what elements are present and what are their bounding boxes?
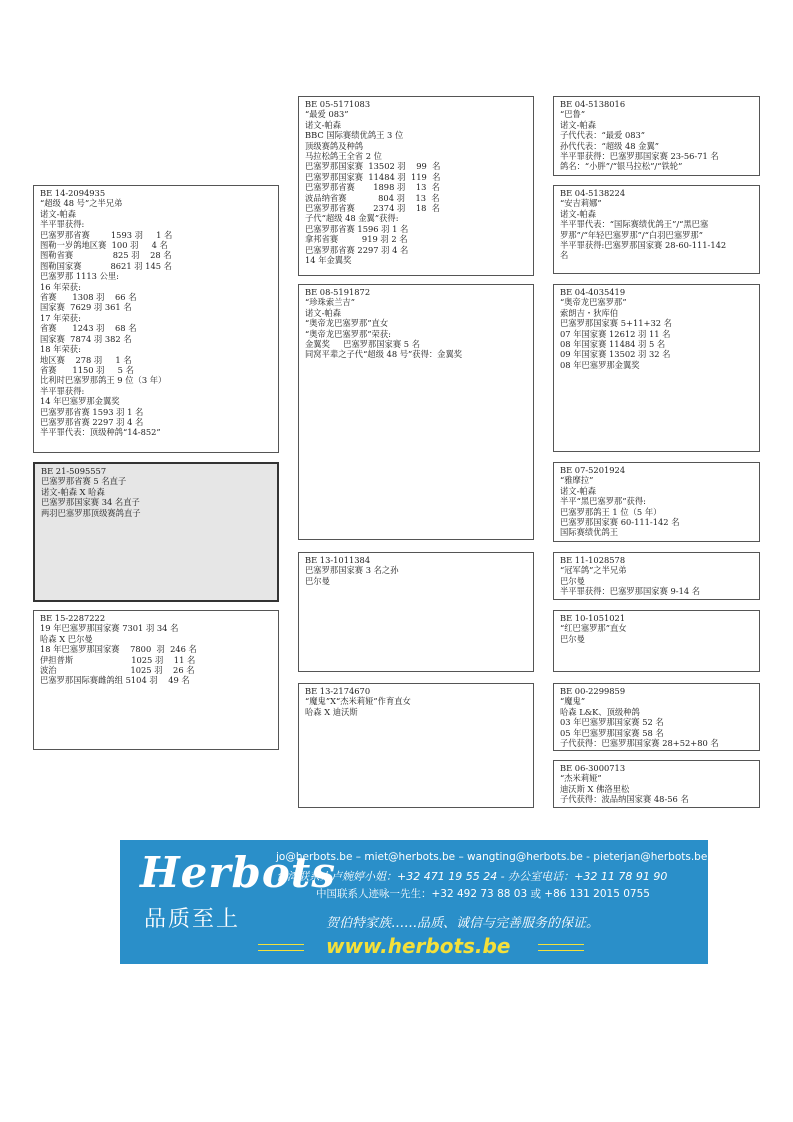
ring-number: BE 11-1028578 (560, 555, 626, 565)
pedigree-box-ds (298, 552, 534, 672)
pedigree-line: 诺文-帕森 (560, 208, 596, 219)
pedigree-line: 哈森 X 迪沃斯 (305, 706, 358, 717)
pedigree-line: 巴塞罗那国家赛 34 名直子 (41, 497, 140, 508)
banner-tagline: 贺伯特家族……品质、诚信与完善服务的保证。 (326, 916, 600, 931)
pedigree-line: 半平罪获得: (40, 385, 85, 396)
pedigree-line: 省赛 1243 羽 68 名 (40, 323, 137, 334)
pedigree-line: 09 年国家赛 13502 羽 32 名 (560, 349, 671, 360)
herbots-logo: Herbots (140, 848, 336, 897)
pedigree-line: 巴塞罗那国家赛 13502 羽 99 名 (305, 161, 441, 172)
ring-number: BE 04-5138224 (560, 188, 626, 198)
pedigree-line: “魔鬼”X“杰米莉娅”作育直女 (305, 696, 411, 707)
pedigree-line: 哈森 L&K、顶级种鸽 (560, 706, 640, 717)
pedigree-line: 16 年荣获: (40, 281, 81, 292)
pedigree-box-dds (553, 683, 760, 751)
pedigree-box-ssd (553, 185, 760, 274)
pedigree-line: 巴尔曼 (560, 633, 585, 644)
pedigree-line: 诺文-帕森 (560, 485, 596, 496)
pedigree-line: 索朗吉・狄库伯 (560, 307, 619, 318)
pedigree-line: 半平罪获得：巴塞罗那国家赛 23-56-71 名 (560, 151, 719, 162)
pedigree-box-ddd (553, 760, 760, 808)
ring-number: BE 06-3000713 (560, 763, 626, 773)
pedigree-line: BBC 国际赛绩优鸽王 3 位 (305, 130, 404, 141)
ring-number: BE 08-5191872 (305, 287, 371, 297)
pedigree-line: 波治 1025 羽 26 名 (40, 665, 195, 676)
pedigree-line: 名 (560, 250, 569, 261)
website-link[interactable]: www.herbots.be (326, 934, 511, 958)
ring-number: BE 04-4035419 (560, 287, 626, 297)
pedigree-line: 子代获得：波品纳国家赛 48-56 名 (560, 794, 689, 805)
pedigree-line: 14 年金翼奖 (305, 255, 352, 266)
pedigree-line: “珍珠索兰吉” (305, 297, 355, 308)
pedigree-box-ss (298, 96, 534, 276)
pedigree-line: 14 年巴塞罗那金翼奖 (40, 396, 120, 407)
banner-contact-taiwan: 台湾联系人卢婉婷小姐：+32 471 19 55 24 - 办公室电话：+32 11 78 91 90 (276, 870, 668, 883)
pedigree-line: “杰米莉娅” (560, 773, 602, 784)
ring-number: BE 04-5138016 (560, 99, 626, 109)
pedigree-box-sire (33, 185, 279, 453)
pedigree-box-dd (298, 683, 534, 808)
ring-number: BE 15-2287222 (40, 613, 106, 623)
herbots-banner (120, 840, 708, 964)
pedigree-line: 17 年荣获: (40, 312, 81, 323)
pedigree-line: 半平罪获得: (40, 219, 85, 230)
pedigree-line: “超级 48 号”之半兄弟 (40, 198, 123, 209)
banner-slogan: 品质至上 (144, 907, 241, 932)
pedigree-line: 子代代表：“最爱 083” (560, 130, 646, 141)
pedigree-line: 金翼奖 巴塞罗那国家赛 5 名 (305, 339, 421, 350)
pedigree-line: 波品纳省赛 804 羽 13 名 (305, 192, 440, 203)
pedigree-line: “巴鲁” (560, 109, 586, 120)
pedigree-line: 巴塞罗那省赛 1898 羽 13 名 (305, 182, 440, 193)
pedigree-line: 巴塞罗那国家赛 60-111-142 名 (560, 517, 680, 528)
pedigree-line: 巴塞罗那省赛 2297 羽 4 名 (40, 416, 144, 427)
pedigree-line: 巴塞罗那省赛 1593 羽 1 名 (40, 229, 173, 240)
pedigree-line: 半平“黑巴塞罗那”获得: (560, 496, 646, 507)
pedigree-line: 18 年荣获: (40, 344, 81, 355)
pedigree-line: 诺文-帕森 (305, 119, 341, 130)
pedigree-line: 伊担普斯 1025 羽 11 名 (40, 654, 196, 665)
banner-emails[interactable]: jo@herbots.be – miet@herbots.be – wangting@herbots.be - pieterjan@herbots.be (276, 851, 708, 863)
pedigree-line: 罗那”/“年轻巴塞罗那”/“白羽巴塞罗那” (560, 229, 703, 240)
pedigree-line: 哈森 X 巴尔曼 (40, 633, 93, 644)
pedigree-line: 诺文-帕森 (40, 208, 76, 219)
pedigree-line: 半平罪代表：顶级种鸽“14-852” (40, 427, 161, 438)
pedigree-line: 半平罪代表：“国际赛绩优鸽王”/“黑巴塞 (560, 219, 709, 230)
pedigree-line: 同窝平辈之子代“超级 48 号”获得：金翼奖 (305, 349, 463, 360)
decorative-line-right (538, 944, 584, 951)
ring-number: BE 13-2174670 (305, 686, 371, 696)
pedigree-line: 巴塞罗那国家赛 3 名之孙 (305, 565, 399, 576)
pedigree-line: 鸽名：“小胖”/“银马拉松”/“铁轮” (560, 161, 683, 172)
pedigree-line: 诺文-帕森 X 哈森 (41, 486, 105, 497)
pedigree-line: 图勒一岁鸽地区赛 100 羽 4 名 (40, 240, 168, 251)
pedigree-line: “奥帝龙巴塞罗那”荣获: (305, 328, 391, 339)
pedigree-line: 国际赛绩优鸽王 (560, 527, 619, 538)
pedigree-line: 地区赛 278 羽 1 名 (40, 354, 132, 365)
pedigree-line: 05 年巴塞罗那国家赛 58 名 (560, 727, 664, 738)
ring-number: BE 10-1051021 (560, 613, 626, 623)
pedigree-line: 03 年巴塞罗那国家赛 52 名 (560, 717, 664, 728)
pedigree-line: 诺文-帕森 (560, 119, 596, 130)
pedigree-line: 孙代代表：“超级 48 金翼” (560, 140, 659, 151)
ring-number: BE 05-5171083 (305, 99, 371, 109)
pedigree-line: 08 年国家赛 11484 羽 5 名 (560, 339, 666, 350)
pedigree-box-sss (553, 96, 760, 176)
pedigree-line: “冠军鸽”之半兄弟 (560, 565, 627, 576)
pedigree-line: 巴塞罗那省赛 1596 羽 1 名 (305, 223, 409, 234)
pedigree-line: “奥帝龙巴塞罗那”直女 (305, 318, 389, 329)
pedigree-line: 巴尔曼 (560, 575, 585, 586)
ring-number: BE 13-1011384 (305, 555, 371, 565)
pedigree-line: 08 年巴塞罗那金翼奖 (560, 359, 640, 370)
pedigree-line: 省赛 1308 羽 66 名 (40, 292, 137, 303)
pedigree-line: 19 年巴塞罗那国家赛 7301 羽 34 名 (40, 623, 179, 634)
pedigree-line: 巴尔曼 (305, 575, 330, 586)
pedigree-box-dam (33, 610, 279, 750)
pedigree-line: 巴塞罗那国家赛 5+11+32 名 (560, 318, 672, 329)
ring-number: BE 07-5201924 (560, 465, 626, 475)
pedigree-line: 巴塞罗那 1113 公里: (40, 271, 119, 282)
pedigree-line: 比利时巴塞罗那鸽王 9 位（3 年） (40, 375, 167, 386)
pedigree-line: 巴塞罗那省赛 2374 羽 18 名 (305, 203, 440, 214)
ring-number: BE 00-2299859 (560, 686, 626, 696)
pedigree-line: 国家赛 7629 羽 361 名 (40, 302, 132, 313)
pedigree-line: 半平罪获得:巴塞罗那国家赛 28-60-111-142 (560, 240, 727, 251)
pedigree-line: 巴塞罗那国际赛雌鸽组 5104 羽 49 名 (40, 675, 190, 686)
pedigree-box-dsd (553, 610, 760, 672)
pedigree-line: “安吉莉娜” (560, 198, 602, 209)
pedigree-box-dss (553, 552, 760, 600)
pedigree-line: 诺文-帕森 (305, 307, 341, 318)
pedigree-box-sds (553, 284, 760, 452)
pedigree-line: 07 年国家赛 12612 羽 11 名 (560, 328, 671, 339)
ring-number: BE 21-5095557 (41, 466, 107, 476)
pedigree-box-sd (298, 284, 534, 540)
pedigree-line: “红巴塞罗那”直女 (560, 623, 627, 634)
pedigree-line: 巴塞罗那国家赛 11484 羽 119 名 (305, 171, 441, 182)
pedigree-line: 子代获得：巴塞罗那国家赛 28+52+80 名 (560, 738, 719, 749)
pedigree-line: 拿邦省赛 919 羽 2 名 (305, 234, 408, 245)
pedigree-line: 18 年巴塞罗那国家赛 7800 羽 246 名 (40, 644, 197, 655)
ring-number: BE 14-2094935 (40, 188, 106, 198)
pedigree-line: “奥帝龙巴塞罗那” (560, 297, 627, 308)
pedigree-line: 半平罪获得：巴塞罗那国家赛 9-14 名 (560, 586, 701, 597)
pedigree-box-subject (33, 462, 279, 602)
pedigree-line: “雅摩拉” (560, 475, 594, 486)
pedigree-line: 子代“超级 48 金翼”获得: (305, 213, 399, 224)
pedigree-line: 马拉松鸽王全省 2 位 (305, 151, 382, 162)
pedigree-line: 省赛 1150 羽 5 名 (40, 364, 134, 375)
pedigree-line: 巴塞罗那鸽王 1 位（5 年） (560, 506, 662, 517)
pedigree-line: 图勒国家赛 8621 羽 145 名 (40, 260, 172, 271)
pedigree-line: 顶级赛鸽及种鸽 (305, 140, 364, 151)
pedigree-line: 迪沃斯 X 佛洛里松 (560, 783, 630, 794)
pedigree-line: 两羽巴塞罗那顶级赛鸽直子 (41, 507, 141, 518)
pedigree-line: “魔鬼” (560, 696, 586, 707)
pedigree-line: 巴塞罗那省赛 1593 羽 1 名 (40, 406, 144, 417)
pedigree-line: 国家赛 7874 羽 382 名 (40, 333, 132, 344)
decorative-line-left (258, 944, 304, 951)
pedigree-line: 图勒省赛 825 羽 28 名 (40, 250, 172, 261)
pedigree-line: 巴塞罗那省赛 2297 羽 4 名 (305, 244, 409, 255)
pedigree-box-sdd (553, 462, 760, 542)
pedigree-line: “最爱 083” (305, 109, 349, 120)
banner-contact-china: 中国联系人迹咏一先生：+32 492 73 88 03 或 +86 131 2015 0755 (316, 888, 650, 900)
pedigree-line: 巴塞罗那省赛 5 名直子 (41, 476, 127, 487)
